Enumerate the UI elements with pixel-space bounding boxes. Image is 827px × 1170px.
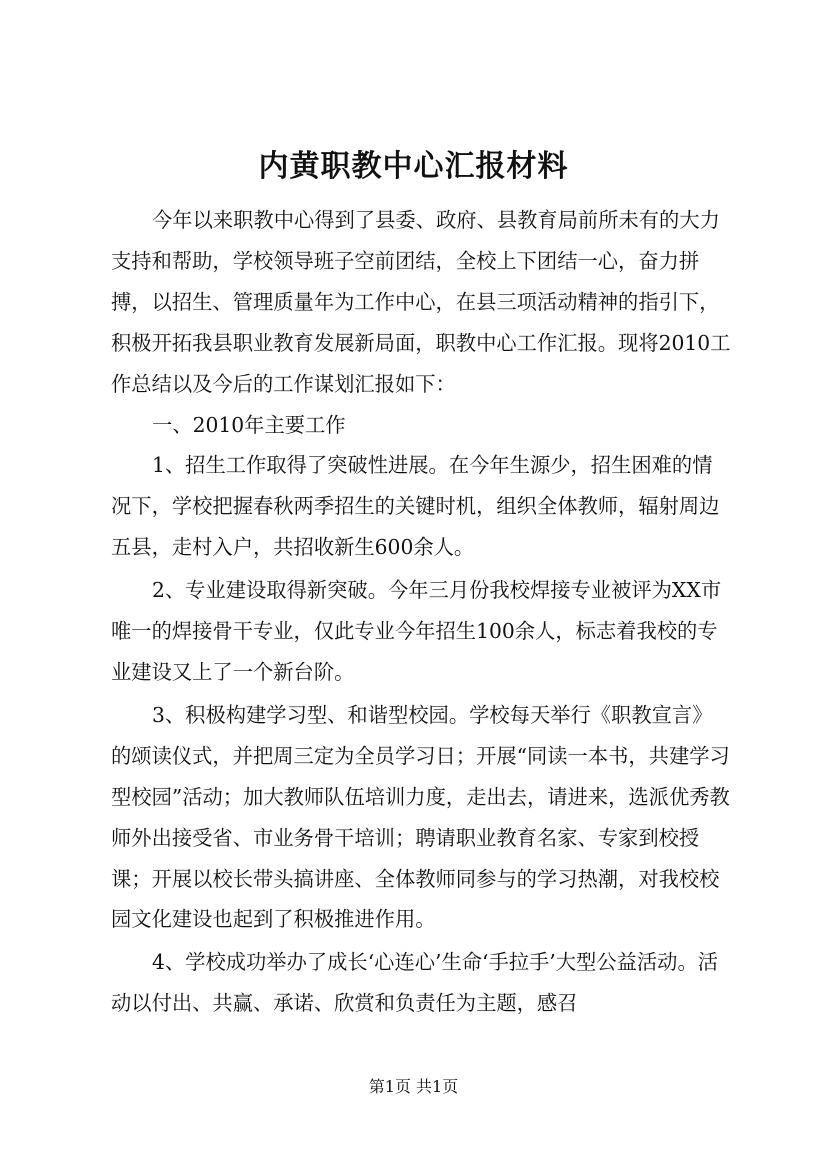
page-number-footer: 第1页 共1页 xyxy=(368,1077,459,1096)
paragraph-item-1: 1、招生工作取得了突破性进展。在今年生源少，招生困难的情况下，学校把握春秋两季招生的关键时机，组织全体教师，辐射周边五县，走村入户，共招收新生600余人。 xyxy=(111,453,720,560)
paragraph-item-2: 2、专业建设取得新突破。今年三月份我校焊接专业被评为XX市唯一的焊接骨干专业，仅此专业今年招生100余人，标志着我校的专业建设又上了一个新台阶。 xyxy=(111,578,722,684)
paragraph-intro: 今年以来职教中心得到了县委、政府、县教育局前所未有的大力支持和帮助，学校领导班子空前团结，全校上下团结一心，奋力拼搏，以招生、管理质量年为工作中心，在县三项活动精神的指引下，积极开拓我县职业教育发展新局面，职教中心工作汇报。现将2010工作总结以及今后的工作谋划汇报如下： xyxy=(111,208,731,396)
paragraph-item-3: 3、积极构建学习型、和谐型校园。学校每天举行《职教宣言》的颂读仪式，并把周三定为全员学习日；开展“同读一本书，共建学习型校园”活动；加大教师队伍培训力度，走出去，请进来，选派优秀教师外出接受省、市业务骨干培训；聘请职业教育名家、专家到校授课；开展以校长带头搞讲座、全体教师同参与的学习热潮，对我校校园文化建设也起到了积极推进作用。 xyxy=(111,702,730,932)
document-title: 内黄职教中心汇报材料 xyxy=(258,149,569,184)
section-heading: 一、2010年主要工作 xyxy=(152,412,346,437)
document-body xyxy=(111,200,731,1024)
paragraph-item-4: 4、学校成功举办了成长‘心连心’生命‘手拉手’大型公益活动。活动以付出、共赢、承诺、欣赏和负责任为主题，感召 xyxy=(111,950,719,1016)
